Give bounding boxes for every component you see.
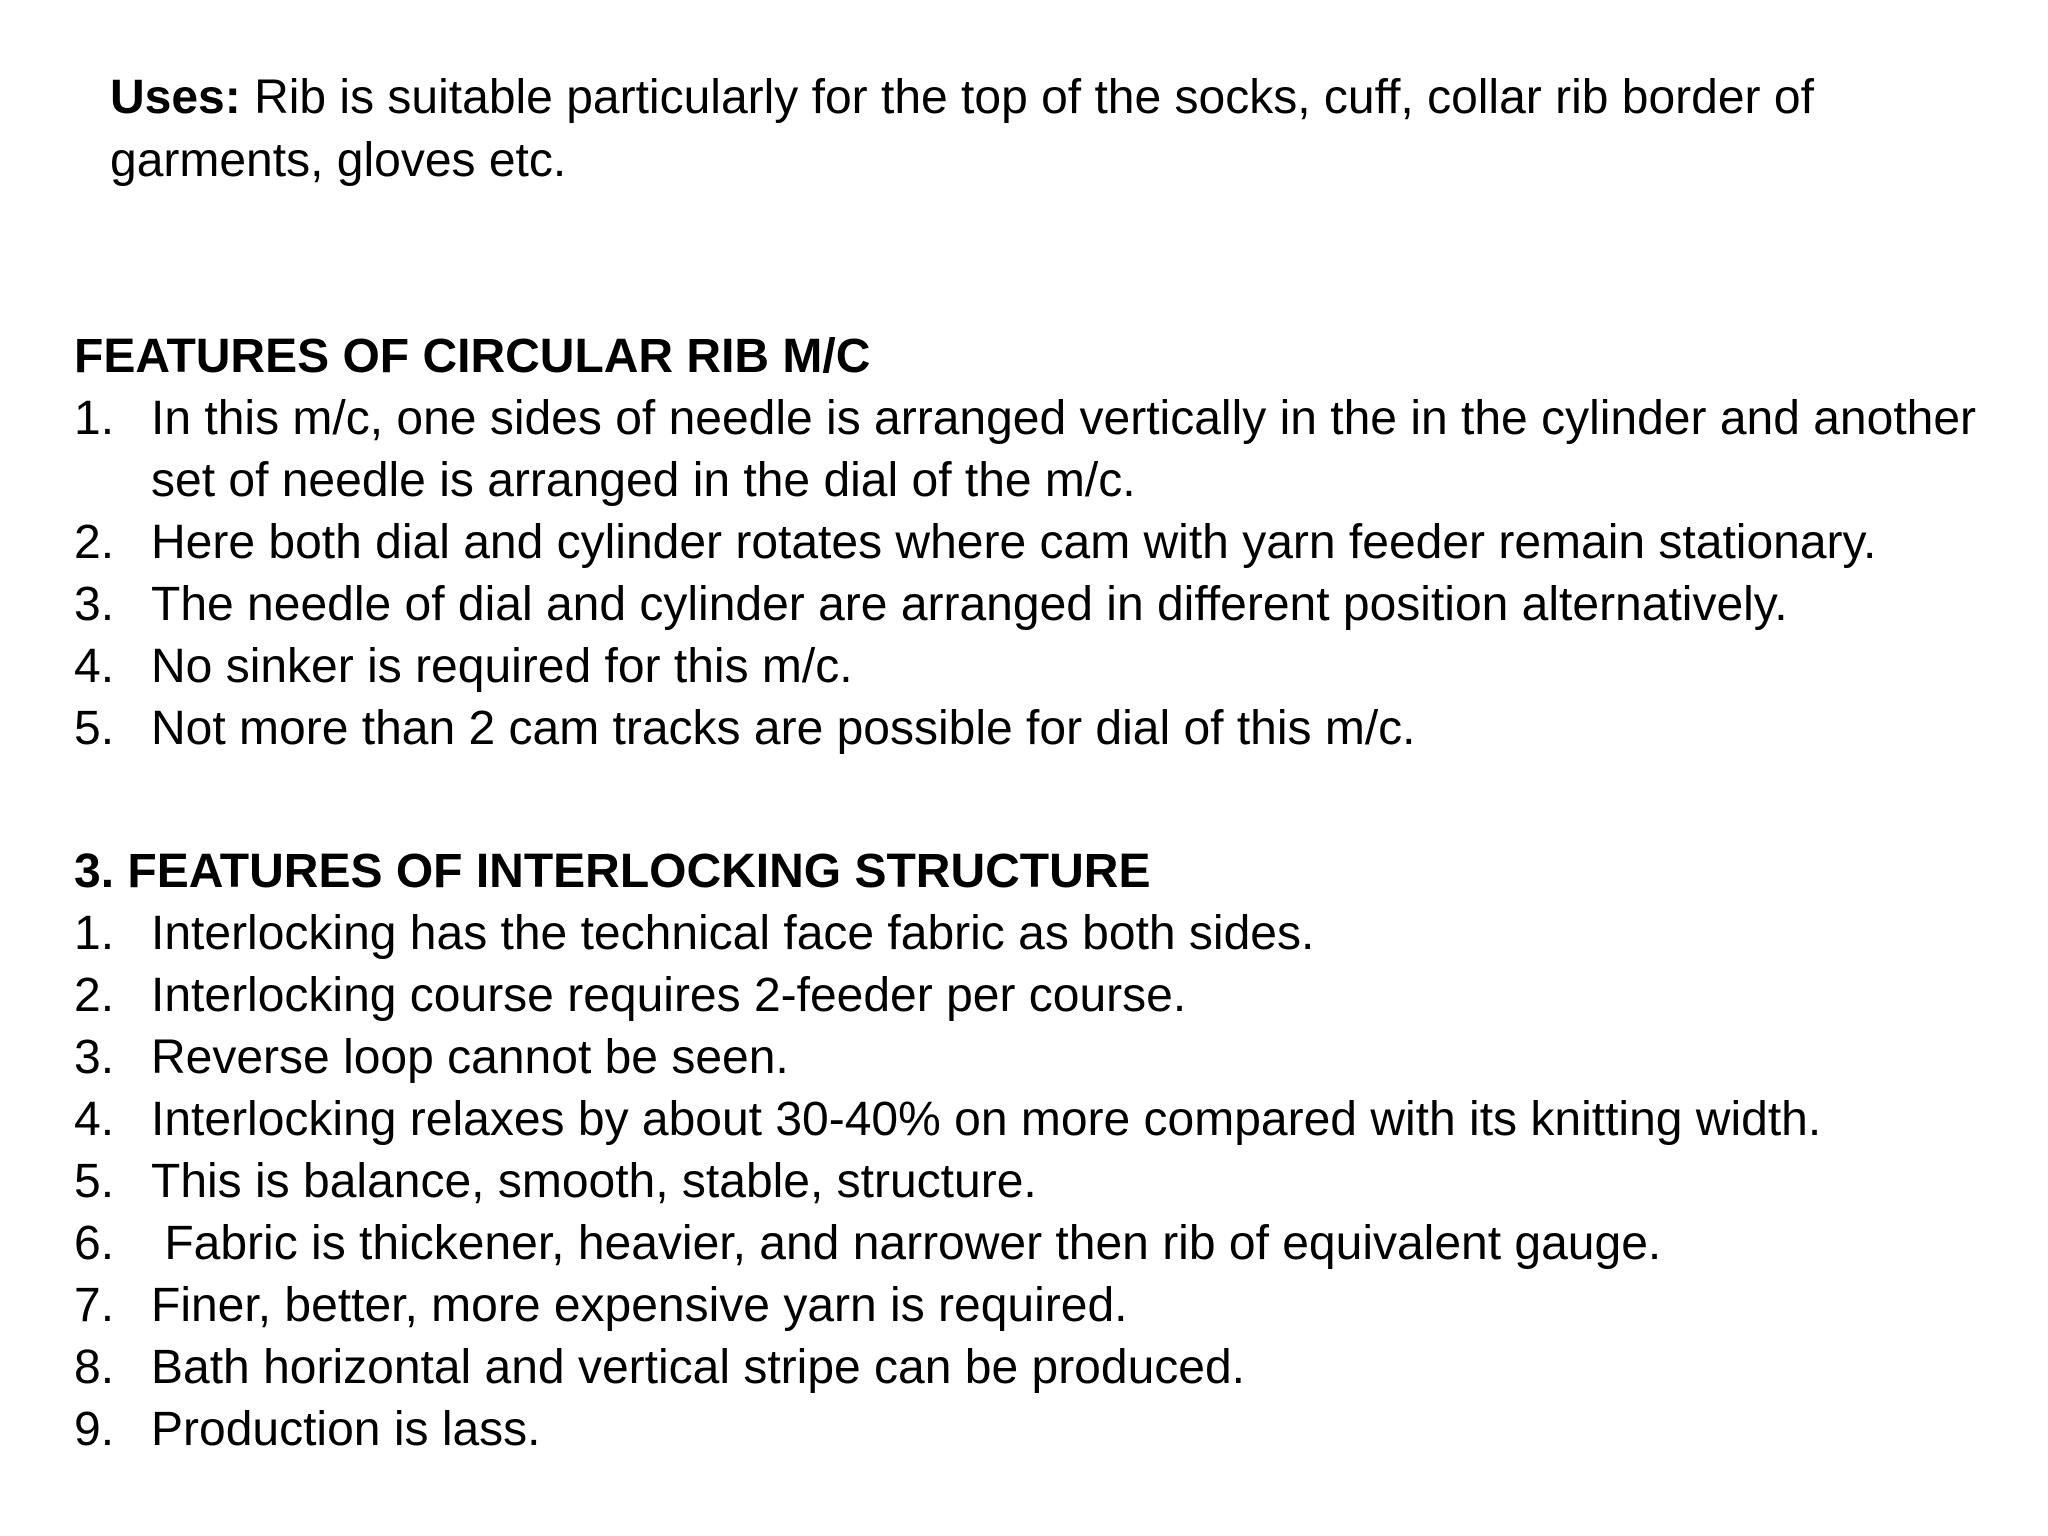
- uses-text: Rib is suitable particularly for the top of the socks, cuff, collar rib border of garments, gloves etc.: [110, 71, 1814, 187]
- list-item: [74, 1027, 2034, 1089]
- list-item: [74, 965, 2034, 1027]
- list-item: [74, 388, 2034, 512]
- item-text: The needle of dial and cylinder are arranged in different position alternatively.: [151, 578, 1788, 631]
- item-number: 6.: [74, 1217, 115, 1270]
- item-text: Not more than 2 cam tracks are possible for dial of this m/c.: [151, 702, 1416, 755]
- list-item: [74, 574, 2034, 636]
- item-text: Bath horizontal and vertical stripe can be produced.: [151, 1341, 1245, 1394]
- item-number: 4.: [74, 640, 115, 693]
- uses-paragraph: [110, 66, 1990, 192]
- list-item: [74, 512, 2034, 574]
- item-text: Fabric is thickener, heavier, and narrower then rib of equivalent gauge.: [151, 1217, 1662, 1270]
- item-number: 1.: [74, 907, 115, 960]
- feature-list: [74, 388, 2034, 760]
- item-number: 3.: [74, 578, 115, 631]
- item-text: Here both dial and cylinder rotates where cam with yarn feeder remain stationary.: [151, 516, 1877, 569]
- list-item: [74, 1151, 2034, 1213]
- item-text: Reverse loop cannot be seen.: [151, 1031, 789, 1084]
- item-text: No sinker is required for this m/c.: [151, 640, 853, 693]
- section-heading: 3. FEATURES OF INTERLOCKING STRUCTURE: [74, 845, 1151, 898]
- list-item: [74, 1275, 2034, 1337]
- item-number: 5.: [74, 1155, 115, 1208]
- list-item: [74, 636, 2034, 698]
- item-text: Interlocking has the technical face fabric as both sides.: [151, 907, 1315, 960]
- list-item: [74, 1213, 2034, 1275]
- item-text: This is balance, smooth, stable, structure.: [151, 1155, 1037, 1208]
- item-number: 7.: [74, 1279, 115, 1332]
- section-interlocking-features: [74, 841, 2034, 1461]
- list-item: [74, 903, 2034, 965]
- item-text: Interlocking relaxes by about 30-40% on more compared with its knitting width.: [151, 1093, 1822, 1146]
- item-text: Production is lass.: [151, 1403, 541, 1456]
- feature-list: [74, 903, 2034, 1461]
- item-number: 9.: [74, 1403, 115, 1456]
- list-item: [74, 1337, 2034, 1399]
- item-text: Interlocking course requires 2-feeder per course.: [151, 969, 1187, 1022]
- item-number: 1.: [74, 392, 115, 445]
- list-item: [74, 698, 2034, 760]
- item-text: Finer, better, more expensive yarn is required.: [151, 1279, 1128, 1332]
- item-number: 3.: [74, 1031, 115, 1084]
- section-circular-rib-features: [74, 326, 2034, 760]
- item-number: 2.: [74, 516, 115, 569]
- item-number: 4.: [74, 1093, 115, 1146]
- item-number: 5.: [74, 702, 115, 755]
- uses-label: Uses:: [110, 71, 241, 124]
- section-heading: FEATURES OF CIRCULAR RIB M/C: [74, 330, 871, 383]
- item-number: 8.: [74, 1341, 115, 1394]
- item-number: 2.: [74, 969, 115, 1022]
- item-text: In this m/c, one sides of needle is arranged vertically in the in the cylinder and another set of needle is arranged in the dial of the m/c.: [151, 392, 1977, 507]
- list-item: [74, 1089, 2034, 1151]
- list-item: [74, 1399, 2034, 1461]
